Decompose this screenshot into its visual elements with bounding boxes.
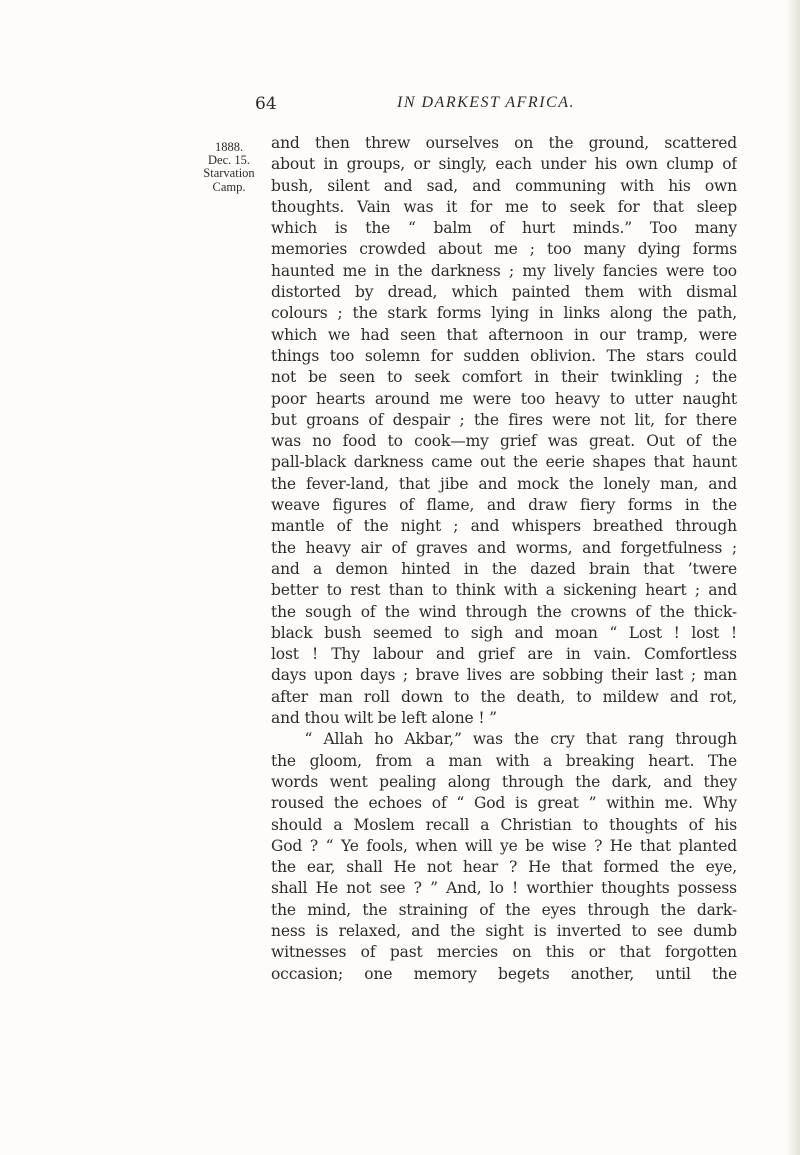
- paragraph-start-line: “ Allah ho Akbar,” was the cry that rang through: [271, 730, 737, 749]
- text-line: the ear, shall He not hear ? He that formed the eye,: [271, 858, 737, 877]
- text-line: memories crowded about me ; too many dying forms: [271, 240, 737, 259]
- text-line: which we had seen that afternoon in our tramp, were: [271, 325, 737, 344]
- text-line: weave figures of flame, and draw fiery forms in the: [271, 496, 737, 515]
- page-number: 64: [255, 94, 277, 114]
- text-line: but groans of despair ; the fires were not lit, for there: [271, 410, 737, 429]
- margin-note-place-continued: Camp.: [212, 179, 246, 194]
- page-header: [255, 94, 575, 118]
- page-edge-shadow: [786, 0, 800, 1155]
- text-line: things too solemn for sudden oblivion. The stars could: [271, 346, 737, 365]
- margin-note-date: Dec. 15.: [208, 153, 250, 168]
- text-line: pall-black darkness came out the eerie shapes that haunt: [271, 453, 737, 472]
- text-line: God ? “ Ye fools, when will ye be wise ? He that planted: [271, 836, 737, 855]
- text-line: the heavy air of graves and worms, and forgetfulness ;: [271, 538, 737, 557]
- text-line: the sough of the wind through the crowns of the thick-: [271, 602, 737, 621]
- text-line: thoughts. Vain was it for me to seek for that sleep: [271, 197, 737, 216]
- text-line: occasion; one memory begets another, until the: [271, 964, 737, 983]
- paragraph-end-line: and thou wilt be left alone ! ”: [271, 709, 497, 728]
- text-line: black bush seemed to sigh and moan “ Lost ! lost !: [271, 623, 737, 642]
- text-line: mantle of the night ; and whispers breathed through: [271, 517, 737, 536]
- text-line: bush, silent and sad, and communing with his own: [271, 176, 737, 195]
- text-line: after man roll down to the death, to mildew and rot,: [271, 687, 737, 706]
- text-line: ness is relaxed, and the sight is inverted to see dumb: [271, 921, 737, 940]
- text-line: and then threw ourselves on the ground, scattered: [271, 134, 737, 152]
- text-line: haunted me in the darkness ; my lively fancies were too: [271, 261, 737, 280]
- text-line: the gloom, from a man with a breaking heart. The: [271, 751, 737, 770]
- text-line: distorted by dread, which painted them with dismal: [271, 283, 737, 302]
- text-line: words went pealing along through the dark, and they: [271, 772, 737, 791]
- margin-note-year: 1888.: [214, 140, 244, 154]
- text-line: lost ! Thy labour and grief are in vain. Comfortless: [271, 645, 737, 664]
- margin-note-place: Starvation: [203, 166, 255, 181]
- text-line: colours ; the stark forms lying in links along the path,: [271, 304, 737, 323]
- text-line: and a demon hinted in the dazed brain that ’twere: [271, 559, 737, 578]
- text-line: the fever-land, that jibe and mock the lonely man, and: [271, 474, 737, 493]
- margin-note: [198, 141, 260, 194]
- body-text: [271, 133, 737, 985]
- text-line: should a Moslem recall a Christian to thoughts of his: [271, 815, 737, 834]
- text-line: better to rest than to think with a sickening heart ; and: [271, 581, 737, 600]
- text-line: days upon days ; brave lives are sobbing their last ; man: [271, 666, 737, 685]
- running-head: IN DARKEST AFRICA.: [397, 94, 575, 111]
- text-line: the mind, the straining of the eyes through the dark-: [271, 900, 737, 919]
- text-line: was no food to cook—my grief was great. Out of the: [271, 432, 737, 451]
- text-line: witnesses of past mercies on this or that forgotten: [271, 943, 737, 962]
- text-line: which is the “ balm of hurt minds.” Too many: [271, 219, 737, 238]
- text-line: roused the echoes of “ God is great ” within me. Why: [271, 794, 737, 813]
- text-line: about in groups, or singly, each under his own clump of: [271, 155, 737, 174]
- text-line: poor hearts around me were too heavy to utter naught: [271, 389, 737, 408]
- text-line: shall He not see ? ” And, lo ! worthier thoughts possess: [271, 879, 737, 898]
- text-line: not be seen to seek comfort in their twinkling ; the: [271, 368, 737, 387]
